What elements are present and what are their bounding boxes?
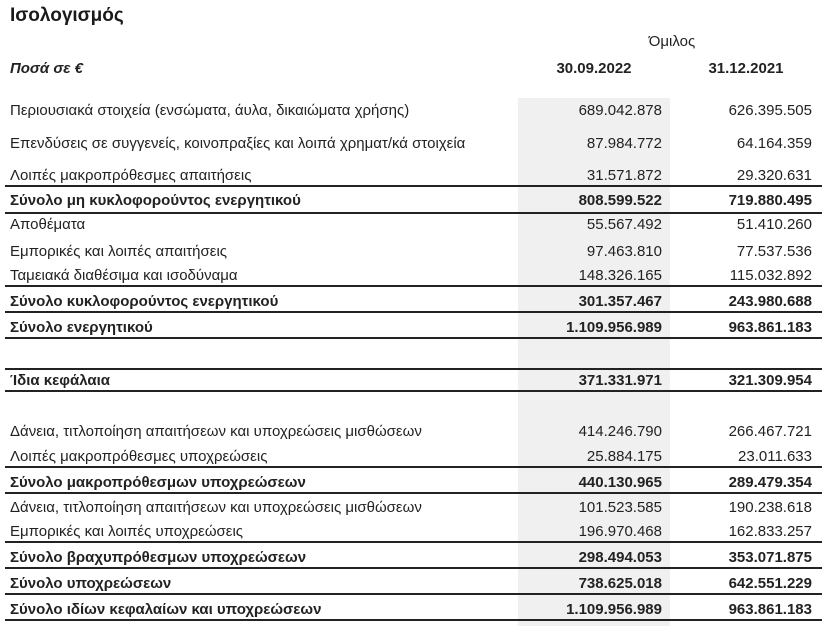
row-label: Σύνολο ενεργητικού: [10, 319, 153, 336]
row-value-prior: 963.861.183: [728, 319, 812, 336]
row-value-current: 25.884.175: [586, 448, 662, 465]
row-value-prior: 719.880.495: [728, 192, 812, 209]
row-value-current: 440.130.965: [578, 474, 662, 491]
row-label: Σύνολο μη κυκλοφορούντος ενεργητικού: [10, 192, 301, 209]
row-value-prior: 190.238.618: [728, 499, 812, 516]
table-row: [0, 444, 826, 468]
subtotal-row: [0, 188, 826, 212]
row-value-current: 148.326.165: [578, 267, 662, 284]
grand-total-row: [0, 597, 826, 621]
table-row: [0, 131, 826, 155]
row-label: Σύνολο κυκλοφορούντος ενεργητικού: [10, 293, 279, 310]
column-header-current: 30.09.2022: [556, 60, 632, 77]
row-value-prior: 321.309.954: [728, 372, 812, 389]
row-value-prior: 162.833.257: [728, 523, 812, 540]
row-value-current: 55.567.492: [586, 216, 662, 233]
row-label: Δάνεια, τιτλοποίηση απαιτήσεων και υποχρεώσεις μισθώσεων: [10, 499, 422, 516]
row-value-prior: 963.861.183: [728, 601, 812, 618]
row-value-prior: 115.032.892: [729, 267, 812, 284]
row-label: Εμπορικές και λοιπές απαιτήσεις: [10, 243, 228, 260]
row-label: Λοιπές μακροπρόθεσμες απαιτήσεις: [10, 167, 252, 184]
row-label: Σύνολο βραχυπρόθεσμων υποχρεώσεων: [10, 549, 307, 566]
row-value-current: 738.625.018: [578, 575, 662, 592]
row-value-prior: 626.395.505: [728, 102, 812, 119]
row-value-current: 298.494.053: [578, 549, 662, 566]
table-row: [0, 239, 826, 263]
row-value-current: 101.523.585: [578, 499, 662, 516]
row-value-prior: 29.320.631: [736, 167, 812, 184]
row-label: Εμπορικές και λοιπές υποχρεώσεις: [10, 523, 244, 540]
table-row: [0, 263, 826, 287]
table-row: [0, 519, 826, 543]
table-row: [0, 212, 826, 236]
table-row: [0, 98, 826, 122]
table-row: [0, 419, 826, 443]
row-value-current: 414.246.790: [578, 423, 662, 440]
subtotal-row: [0, 545, 826, 569]
row-value-prior: 289.479.354: [728, 474, 812, 491]
row-label: Αποθέματα: [10, 216, 86, 233]
page-title: Ισολογισμός: [10, 5, 124, 26]
equity-row: [0, 368, 826, 392]
row-value-current: 808.599.522: [578, 192, 662, 209]
column-header-prior: 31.12.2021: [708, 60, 784, 77]
row-value-current: 31.571.872: [586, 167, 662, 184]
subtotal-row: [0, 289, 826, 313]
row-value-prior: 23.011.633: [738, 448, 812, 465]
row-value-current: 87.984.772: [586, 135, 662, 152]
row-label: Επενδύσεις σε συγγενείς, κοινοπραξίες και λοιπά χρηματ/κά στοιχεία: [10, 135, 466, 152]
row-label: Περιουσιακά στοιχεία (ενσώματα, άυλα, δικαιώματα χρήσης): [10, 102, 410, 119]
row-value-prior: 243.980.688: [728, 293, 812, 310]
group-header: Όμιλος: [648, 33, 696, 50]
row-label: Σύνολο ιδίων κεφαλαίων και υποχρεώσεων: [10, 601, 322, 618]
row-label: Ταμειακά διαθέσιμα και ισοδύναμα: [10, 267, 238, 284]
row-value-prior: 64.164.359: [736, 135, 812, 152]
row-value-current: 196.970.468: [578, 523, 662, 540]
table-row: [0, 163, 826, 187]
row-value-current: 689.042.878: [578, 102, 662, 119]
row-label: Λοιπές μακροπρόθεσμες υποχρεώσεις: [10, 448, 268, 465]
row-value-prior: 51.410.260: [736, 216, 812, 233]
row-value-current: 1.109.956.989: [566, 319, 662, 336]
row-label: Ίδια κεφάλαια: [10, 372, 110, 389]
row-value-current: 1.109.956.989: [566, 601, 662, 618]
row-value-prior: 266.467.721: [728, 423, 812, 440]
row-value-prior: 77.537.536: [736, 243, 812, 260]
currency-label: Ποσά σε €: [10, 60, 83, 77]
total-row: [0, 571, 826, 595]
subtotal-row: [0, 470, 826, 494]
total-row: [0, 315, 826, 339]
row-label: Δάνεια, τιτλοποίηση απαιτήσεων και υποχρεώσεις μισθώσεων: [10, 423, 422, 440]
row-value-current: 301.357.467: [578, 293, 662, 310]
row-label: Σύνολο υποχρεώσεων: [10, 575, 172, 592]
row-value-prior: 642.551.229: [728, 575, 812, 592]
row-label: Σύνολο μακροπρόθεσμων υποχρεώσεων: [10, 474, 306, 491]
row-value-current: 371.331.971: [578, 372, 662, 389]
row-value-current: 97.463.810: [586, 243, 662, 260]
table-row: [0, 495, 826, 519]
row-value-prior: 353.071.875: [728, 549, 812, 566]
